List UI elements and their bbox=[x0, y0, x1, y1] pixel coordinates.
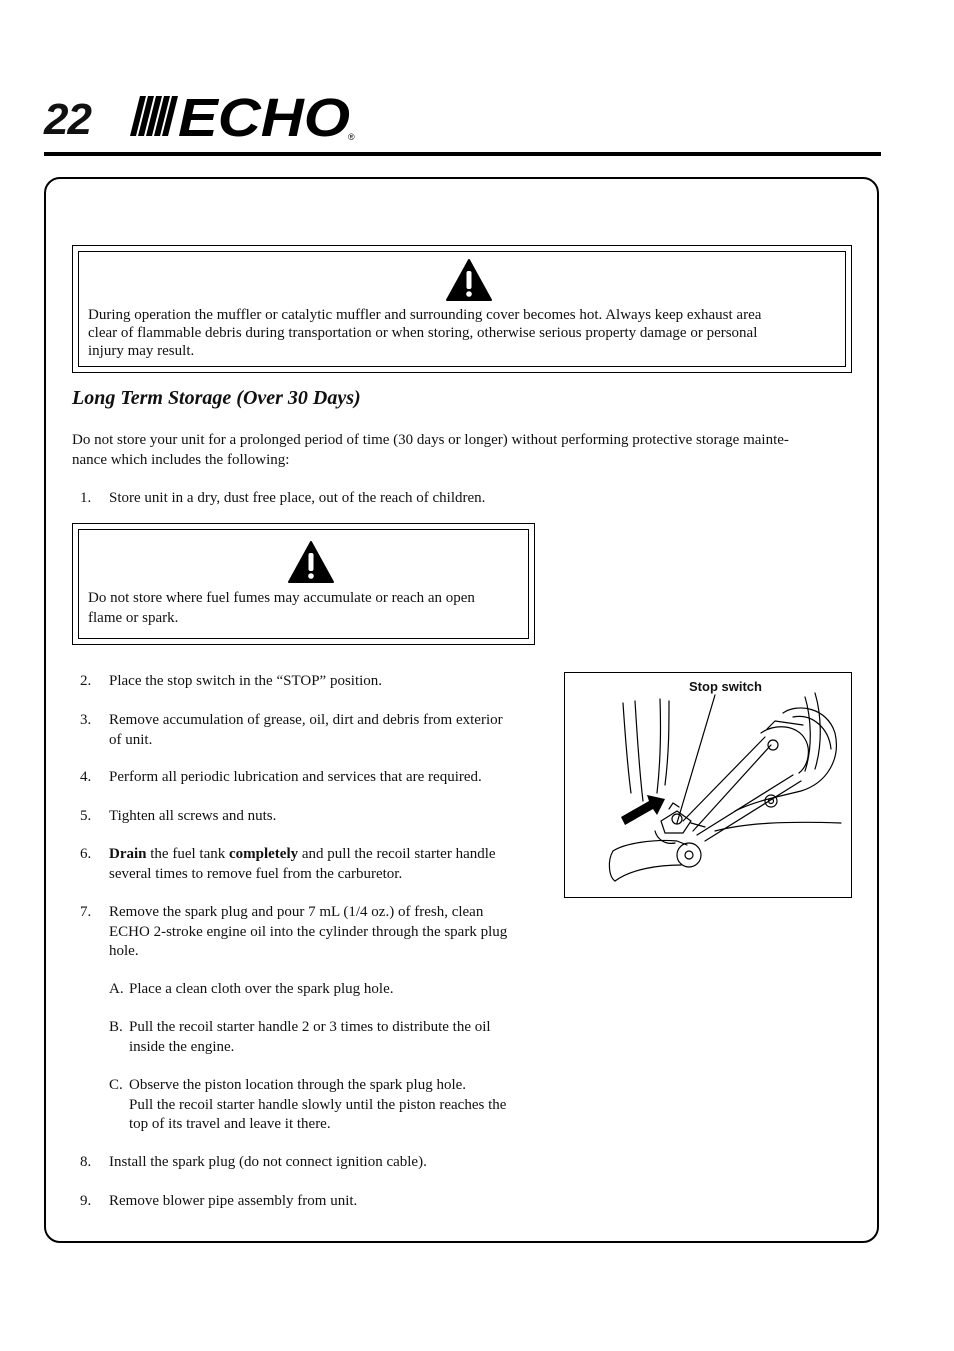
section-intro bbox=[72, 431, 852, 470]
step-text: Install the spark plug (do not connect ignition cable). bbox=[109, 1154, 427, 1170]
step-line: of unit. bbox=[109, 731, 153, 748]
step-fragment: and pull the recoil starter handle bbox=[298, 846, 496, 862]
warning-muffler-text bbox=[88, 306, 848, 360]
sub-step-line: Observe the piston location through the spark plug hole. bbox=[129, 1077, 467, 1093]
step-number: 7. bbox=[80, 904, 92, 920]
warning-line: flame or spark. bbox=[88, 610, 179, 626]
step-text: Tighten all screws and nuts. bbox=[109, 808, 277, 824]
warning-triangle-icon bbox=[445, 258, 493, 302]
warning-triangle-icon bbox=[287, 540, 335, 584]
step-number: 6. bbox=[80, 846, 92, 862]
emphasis-completely: completely bbox=[228, 846, 299, 862]
step-text bbox=[109, 845, 539, 884]
echo-logo bbox=[122, 90, 362, 146]
page-number: 22 bbox=[44, 95, 91, 144]
sub-step-line: inside the engine. bbox=[129, 1038, 235, 1055]
emphasis-drain: Drain bbox=[109, 846, 147, 862]
registered-mark: ® bbox=[348, 132, 355, 142]
step-text bbox=[109, 903, 539, 962]
stop-switch-figure bbox=[564, 672, 852, 898]
sub-step-text bbox=[129, 1018, 539, 1057]
step-line: several times to remove fuel from the carburetor. bbox=[109, 865, 403, 882]
warning-box-fumes bbox=[72, 523, 535, 645]
step-text bbox=[109, 711, 539, 750]
sub-step-line: Pull the recoil starter handle 2 or 3 times to distribute the oil bbox=[129, 1019, 491, 1035]
step-text: Perform all periodic lubrication and services that are required. bbox=[109, 769, 482, 785]
warning-line: Do not store where fuel fumes may accumulate or reach an open bbox=[88, 590, 475, 606]
header-rule bbox=[44, 152, 881, 156]
intro-line: nance which includes the following: bbox=[72, 451, 290, 468]
sub-step-letter: C. bbox=[109, 1077, 123, 1093]
sub-step-text bbox=[129, 1076, 539, 1135]
step-text: Store unit in a dry, dust free place, out of the reach of children. bbox=[109, 490, 486, 506]
sub-step-line: Pull the recoil starter handle slowly until the piston reaches the bbox=[129, 1096, 507, 1113]
step-number: 4. bbox=[80, 769, 92, 785]
step-line: ECHO 2-stroke engine oil into the cylinder through the spark plug bbox=[109, 923, 508, 940]
step-line: Remove the spark plug and pour 7 mL (1/4 oz.) of fresh, clean bbox=[109, 904, 484, 920]
section-heading: Long Term Storage (Over 30 Days) bbox=[72, 387, 361, 409]
sub-step-letter: B. bbox=[109, 1019, 123, 1035]
sub-step-line: Place a clean cloth over the spark plug hole. bbox=[129, 981, 394, 997]
step-number: 2. bbox=[80, 673, 92, 689]
warning-box-muffler bbox=[72, 245, 852, 373]
step-text: Place the stop switch in the “STOP” position. bbox=[109, 673, 383, 689]
sub-step-line: top of its travel and leave it there. bbox=[129, 1116, 331, 1132]
echo-logo-text: ECHO bbox=[178, 90, 350, 146]
step-number: 5. bbox=[80, 808, 92, 824]
warning-line: During operation the muffler or catalytic muffler and surrounding cover becomes hot. Always keep exhaust area bbox=[88, 307, 762, 323]
step-number: 8. bbox=[80, 1154, 92, 1170]
step-number: 1. bbox=[80, 490, 92, 506]
step-line bbox=[109, 845, 539, 865]
step-number: 3. bbox=[80, 712, 92, 728]
warning-fumes-text bbox=[88, 588, 528, 628]
sub-step-letter: A. bbox=[109, 981, 124, 997]
intro-line: Do not store your unit for a prolonged period of time (30 days or longer) without performing protective storage mainte- bbox=[72, 432, 789, 448]
figure-label: Stop switch bbox=[689, 679, 762, 694]
warning-line: injury may result. bbox=[88, 343, 195, 359]
step-number: 9. bbox=[80, 1193, 92, 1209]
stop-switch-illustration bbox=[565, 673, 852, 898]
step-line: hole. bbox=[109, 943, 139, 959]
step-text: Remove blower pipe assembly from unit. bbox=[109, 1193, 358, 1209]
warning-line: clear of flammable debris during transportation or when storing, otherwise serious property damage or personal bbox=[88, 325, 758, 341]
step-fragment: the fuel tank bbox=[146, 846, 229, 862]
step-line: Remove accumulation of grease, oil, dirt and debris from exterior bbox=[109, 712, 503, 728]
